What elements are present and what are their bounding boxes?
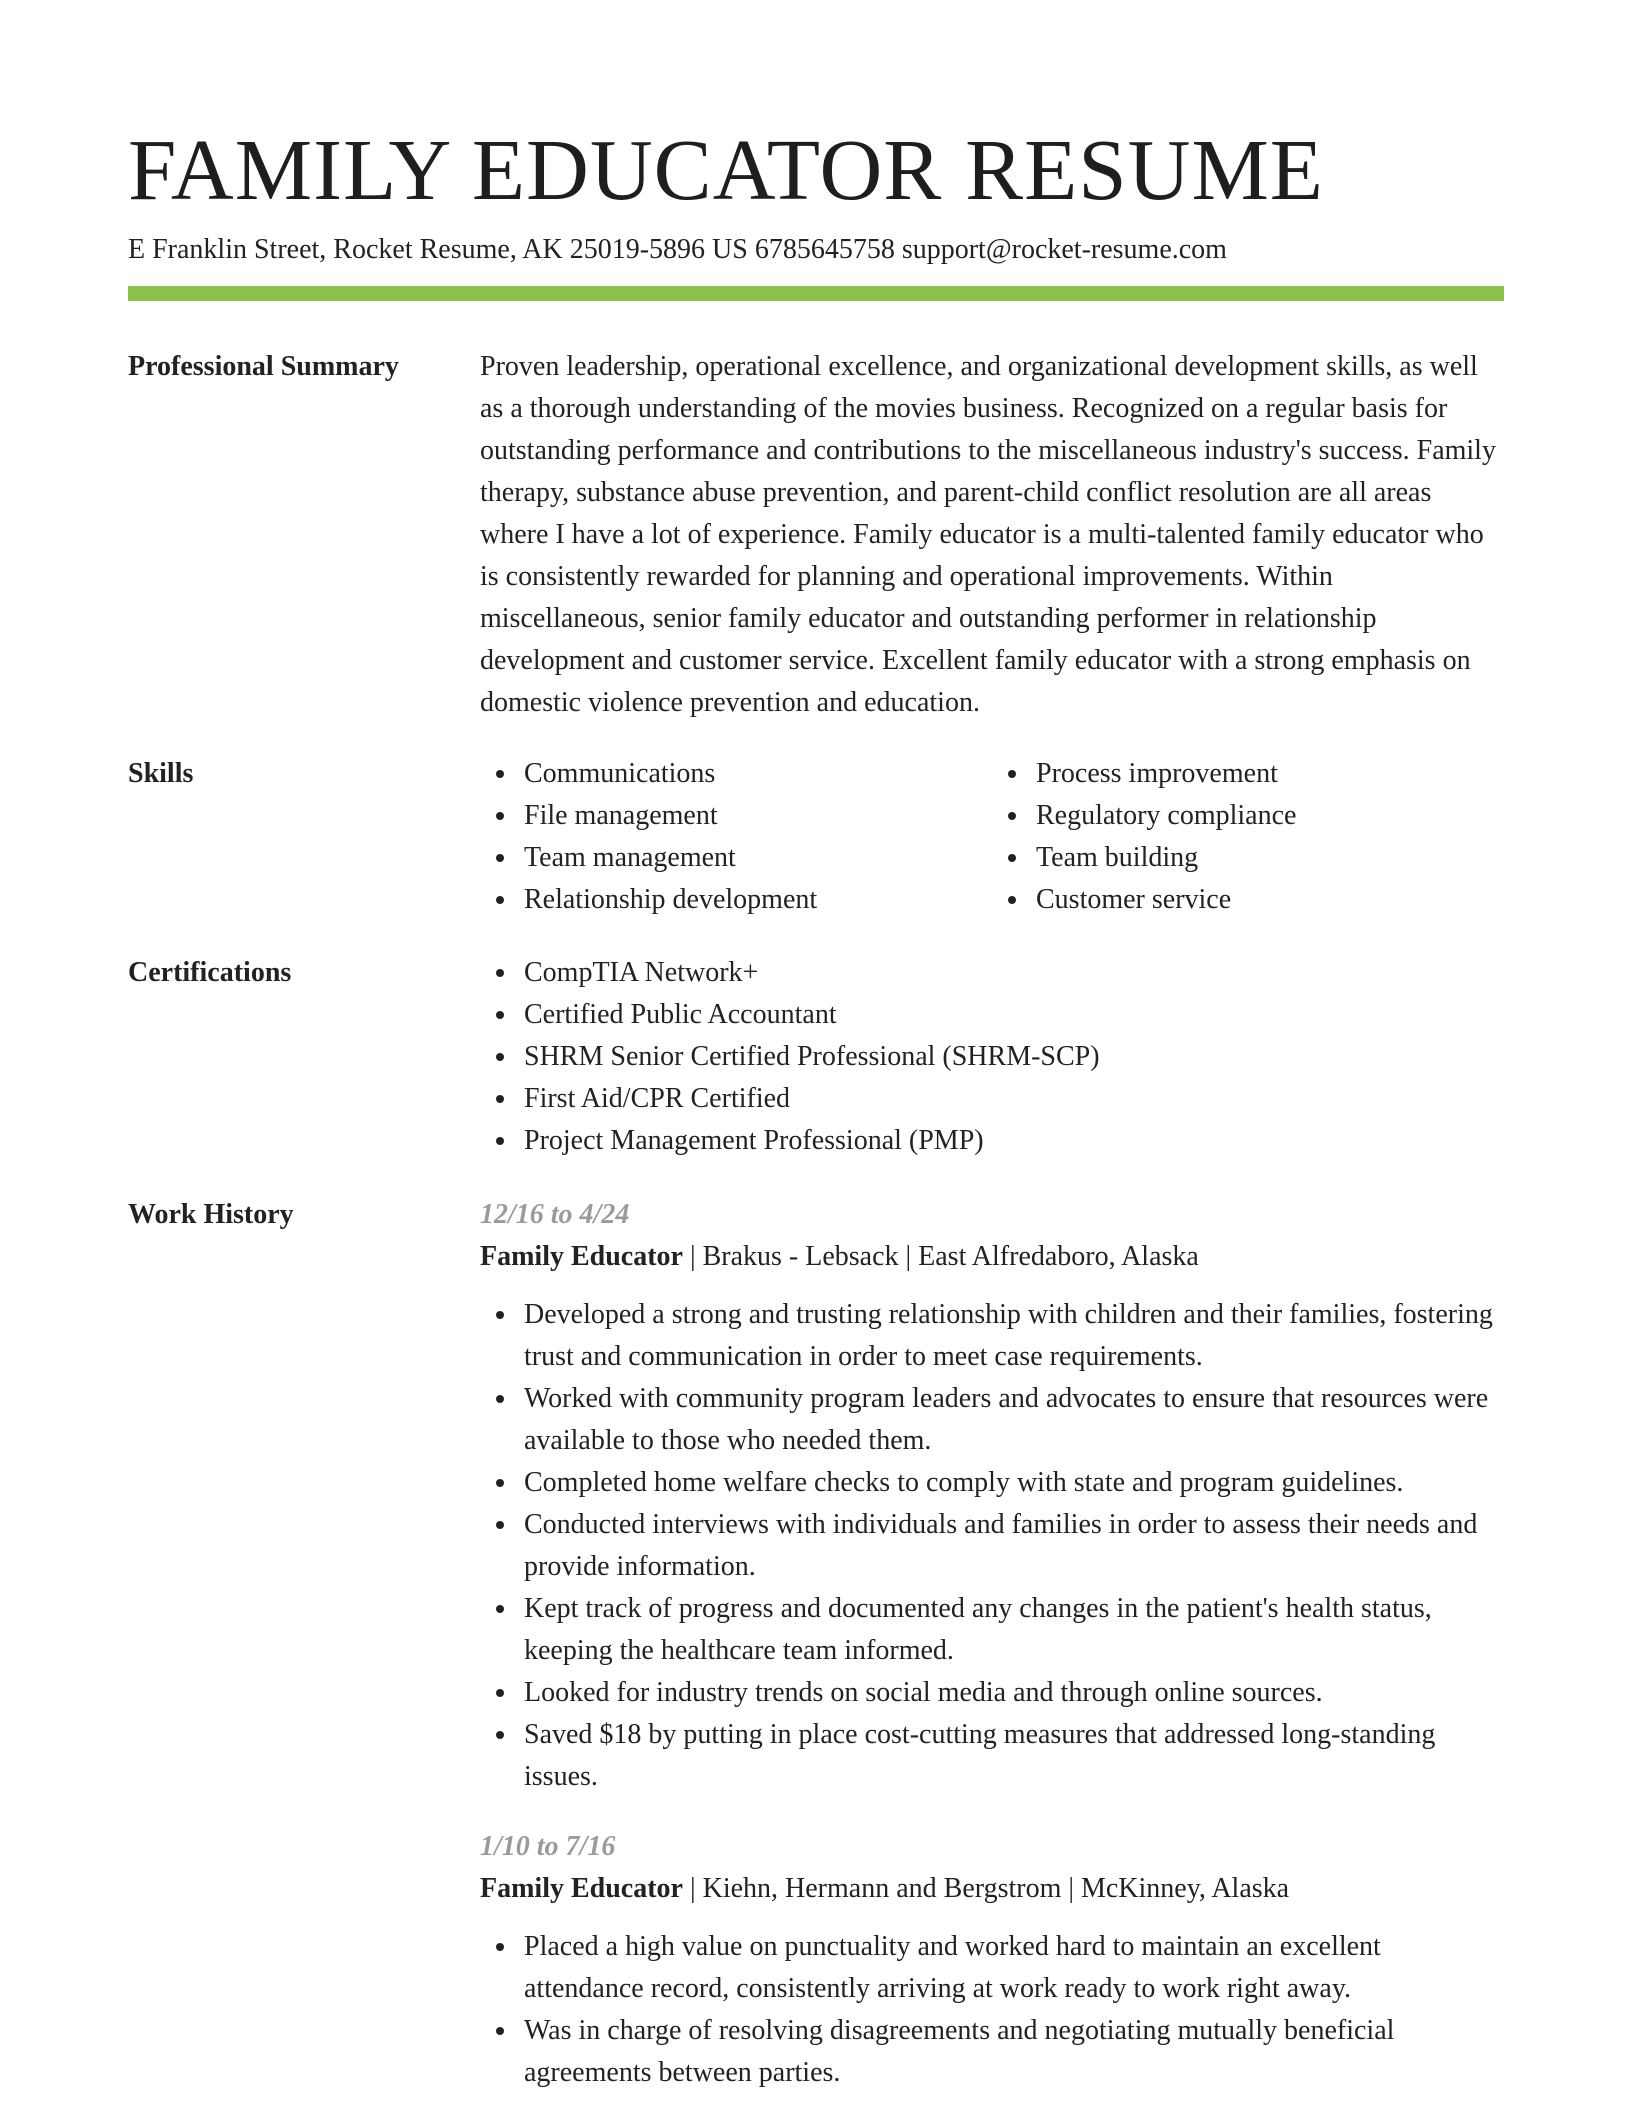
summary-body: [480, 346, 1504, 724]
job-bullet: Completed home welfare checks to comply with state and program guidelines.: [524, 1462, 1504, 1504]
certification-item: First Aid/CPR Certified: [524, 1078, 1504, 1120]
certification-item: CompTIA Network+: [524, 952, 1504, 994]
certifications-list: [480, 952, 1504, 1162]
job-bullet: Kept track of progress and documented any changes in the patient's health status, keeping the healthcare team informed.: [524, 1588, 1504, 1672]
job-entry: [480, 1194, 1504, 1798]
job-header: [480, 1236, 1504, 1278]
header-divider: [128, 286, 1504, 301]
job-details: | Kiehn, Hermann and Bergstrom | McKinney, Alaska: [683, 1873, 1290, 1904]
summary-text: Proven leadership, operational excellence, and organizational development skills, as well as a thorough understanding of the movies business. Recognized on a regular basis for outstanding performance and contributions to the miscellaneous industry's success. Family therapy, substance abuse prevention, and parent-child conflict resolution are all areas where I have a lot of experience. Family educator is a multi-talented family educator who is consistently rewarded for planning and operational improvements. Within miscellaneous, senior family educator and outstanding performer in relationship development and customer service. Excellent family educator with a strong emphasis on domestic violence prevention and education.: [480, 351, 1496, 718]
job-bullets: [480, 1926, 1504, 2094]
job-title: Family Educator: [480, 1873, 683, 1904]
job-bullet: Worked with community program leaders and advocates to ensure that resources were available to those who needed them.: [524, 1378, 1504, 1462]
job-details: | Brakus - Lebsack | East Alfredaboro, Alaska: [683, 1241, 1199, 1272]
job-bullet: Saved $18 by putting in place cost-cutting measures that addressed long-standing issues.: [524, 1714, 1504, 1798]
skills-body: [480, 753, 1504, 921]
skills-list-left: [480, 753, 992, 921]
skills-list-right: [992, 753, 1504, 921]
skill-item: Process improvement: [1036, 753, 1504, 795]
skill-item: Regulatory compliance: [1036, 795, 1504, 837]
skills-label: Skills: [128, 758, 194, 789]
job-bullets: [480, 1294, 1504, 1798]
certification-item: Certified Public Accountant: [524, 994, 1504, 1036]
work-history-body: [480, 1194, 1504, 2094]
job-dates: 12/16 to 4/24: [480, 1199, 630, 1230]
certification-item: SHRM Senior Certified Professional (SHRM-SCP): [524, 1036, 1504, 1078]
job-dates: 1/10 to 7/16: [480, 1831, 616, 1862]
job-bullet: Conducted interviews with individuals and families in order to assess their needs and provide information.: [524, 1504, 1504, 1588]
job-header: [480, 1868, 1504, 1910]
work-history-label: Work History: [128, 1199, 294, 1230]
job-bullet: Was in charge of resolving disagreements and negotiating mutually beneficial agreements between parties.: [524, 2010, 1504, 2094]
contact-line: E Franklin Street, Rocket Resume, AK 25019-5896 US 6785645758 support@rocket-resume.com: [128, 234, 1227, 265]
certifications-label: Certifications: [128, 957, 292, 988]
resume-title: FAMILY EDUCATOR RESUME: [128, 121, 1324, 218]
job-bullet: Looked for industry trends on social media and through online sources.: [524, 1672, 1504, 1714]
skill-item: File management: [524, 795, 992, 837]
summary-label: Professional Summary: [128, 351, 399, 382]
skill-item: Communications: [524, 753, 992, 795]
job-bullet: Placed a high value on punctuality and worked hard to maintain an excellent attendance record, consistently arriving at work ready to work right away.: [524, 1926, 1504, 2010]
job-title: Family Educator: [480, 1241, 683, 1272]
job-entry: [480, 1826, 1504, 2094]
skill-item: Relationship development: [524, 879, 992, 921]
job-bullet: Developed a strong and trusting relationship with children and their families, fostering trust and communication in order to meet case requirements.: [524, 1294, 1504, 1378]
skill-item: Customer service: [1036, 879, 1504, 921]
skill-item: Team management: [524, 837, 992, 879]
skill-item: Team building: [1036, 837, 1504, 879]
certifications-body: [480, 952, 1504, 1162]
certification-item: Project Management Professional (PMP): [524, 1120, 1504, 1162]
